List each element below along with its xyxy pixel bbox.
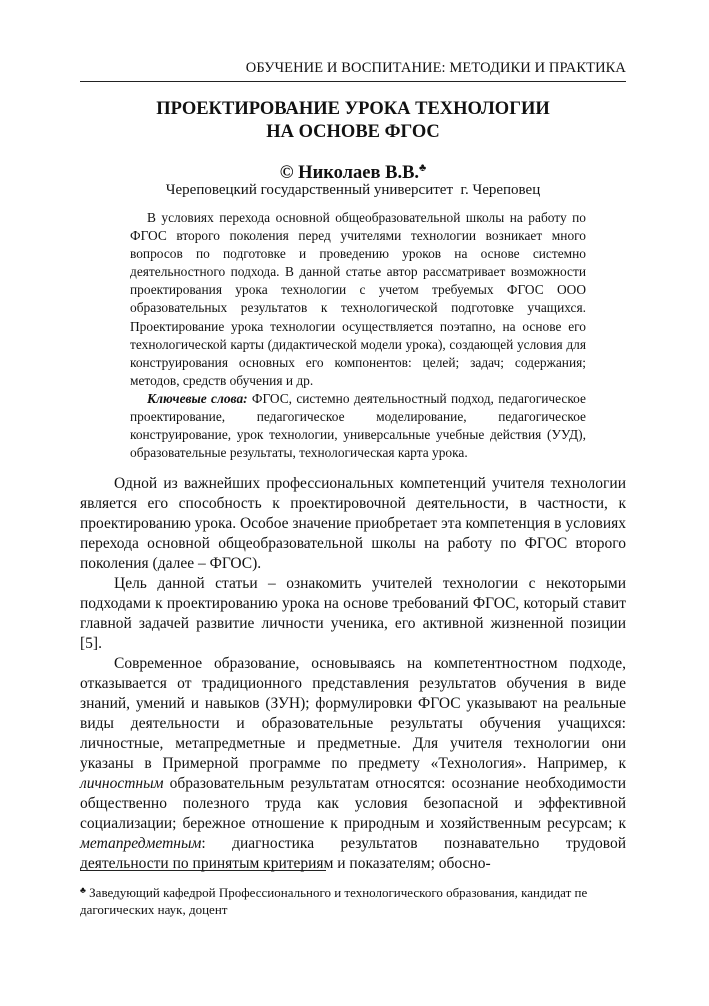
emphasis-personal: личностным [80,775,164,792]
emphasis-metasubject: метапредметным [80,835,202,852]
body-paragraph-3-part-a: Современное образование, основываясь на компетентностном подходе, отказывается от традиционного представления результатов обучения в виде знаний, умений и навыков (ЗУН); формулировки ФГОС указывают на реальные виды деятельности и образовательные результаты обучения учащихся: личностные, метапредметные и предметные. Для учителя технологии они указаны в Примерной программе по предмету «Технология». Например, к [80,655,626,772]
body-paragraph-3-part-c: : диагностика результатов познавательно трудовой деятельности по принятым критериям и показателям; обосно- [80,835,626,872]
running-head: ОБУЧЕНИЕ И ВОСПИТАНИЕ: МЕТОДИКИ И ПРАКТИКА [80,60,626,82]
author-line [80,157,626,184]
author-footnote-mark: ♣ [419,162,427,174]
article-title-line-1: ПРОЕКТИРОВАНИЕ УРОКА ТЕХНОЛОГИИ [156,99,550,119]
keywords-label: Ключевые слова: [147,391,248,406]
footnote-mark: ♣ [80,885,86,895]
body-paragraph-3-part-b: образовательным результатам относятся: осознание необходимости общественно полезного труда как условия безопасной и эффективной социализации; бережное отношение к природным и хозяйственным ресурсам; к [80,775,626,832]
author-name: © Николаев В.В. [279,163,420,183]
body-paragraph-3 [80,654,626,874]
body-text [80,474,626,874]
abstract: В условиях перехода основной общеобразовательной школы на работу по ФГОС второго поколения перед учителями технологии возникает много вопросов по подготовке и проведению уроков на основе системно деятельностного подхода. В данной статье автор рассматривает возможности проектирования урока технологии с учетом требуемых ФГОС ООО образовательных результатов к технологической подготовке учащихся. Проектирование урока технологии осуществляется поэтапно, на основе его технологической карты (дидактической модели урока), создающей условия для конструирования основных его компонентов: целей; задач; содержания; методов, средств обучения и др. [130,210,586,388]
keywords-text: ФГОС, системно деятельностный подход, педагогическое проектирование, педагогическое моделирование, педагогическое конструирование, урок технологии, универсальные учебные действия (УУД), образовательные результаты, технологическая карта урока. [130,391,586,461]
footnote [80,882,626,918]
body-paragraph-1: Одной из важнейших профессиональных компетенций учителя технологии является его способность к проектировочной деятельности, в частности, к проектированию урока. Особое значение приобретает эта компетенция в условиях перехода основной общеобразовательной школы на работу по ФГОС второго поколения (далее – ФГОС). [80,475,626,572]
article-title-line-2: НА ОСНОВЕ ФГОС [266,122,440,142]
article-title [80,98,626,144]
affiliation: Череповецкий государственный университет г. Череповец [165,182,541,198]
keywords [130,390,586,462]
body-paragraph-2: Цель данной статьи – ознакомить учителей технологии с некоторыми подходами к проектированию урока на основе требований ФГОС, который ставит главной задачей развитие личности ученика, его активной жизненной позиции [5]. [80,575,626,652]
footnote-text: Заведующий кафедрой Профессионального и технологического образования, кандидат пе дагогических наук, доцент [80,885,588,917]
footnote-divider [80,870,326,871]
